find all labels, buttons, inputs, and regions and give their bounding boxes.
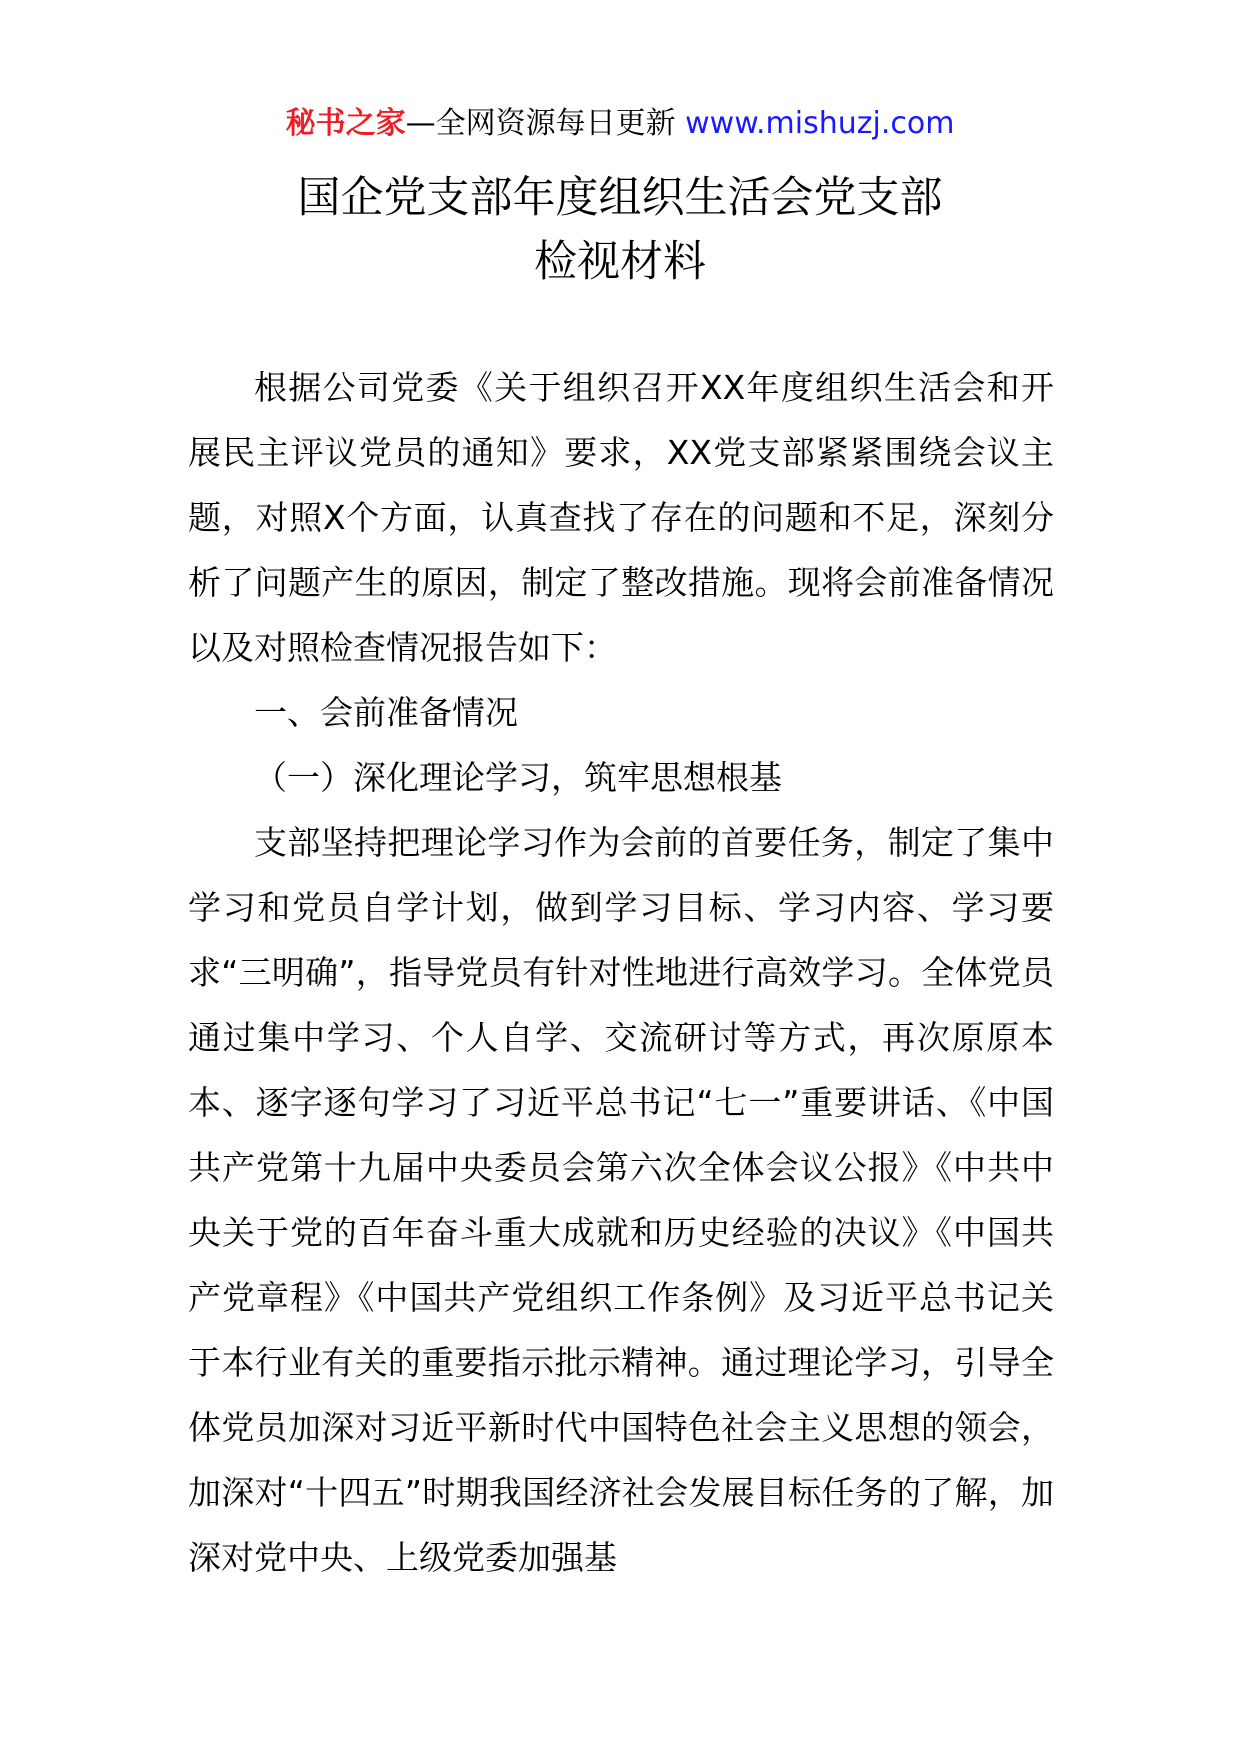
brand-name: 秘书之家 <box>285 106 406 141</box>
body-paragraph: 支部坚持把理论学习作为会前的首要任务，制定了集中学习和党员自学计划，做到学习目标、学习内容、学习要求“三明确”，指导党员有针对性地进行高效学习。全体党员通过集中学习、个人自学、交流研讨等方式，再次原原本本、逐字逐句学习了习近平总书记“七一”重要讲话、《中国共产党第十九届中央委员会第六次全体会议公报》《中共中央关于党的百年奋斗重大成就和历史经验的决议》《中国共产党章程》《中国共产党组织工作条例》及习近平总书记关于本行业有关的重要指示批示精神。通过理论学习，引导全体党员加深对习近平新时代中国特色社会主义思想的领会，加深对“十四五”时期我国经济社会发展目标任务的了解，加深对党中央、上级党委加强基 <box>188 823 1054 1577</box>
title-line-1: 国企党支部年度组织生活会党支部 <box>297 173 943 223</box>
section-heading: 一、会前准备情况 <box>254 693 518 732</box>
intro-paragraph: 根据公司党委《关于组织召开XX年度组织生活会和开展民主评议党员的通知》要求，XX党支部紧紧围绕会议主题，对照X个方面，认真查找了存在的问题和不足，深刻分析了问题产生的原因，制定了整改措施。现将会前准备情况以及对照检查情况报告如下： <box>188 368 1054 667</box>
title-line-2: 检视材料 <box>534 237 706 287</box>
document-body <box>188 355 1054 1590</box>
subsection-heading: （一）深化理论学习，筑牢思想根基 <box>254 758 782 797</box>
watermark-header <box>0 104 1240 144</box>
document-title <box>0 166 1240 294</box>
brand-slogan: —全网资源每日更新 <box>405 106 676 141</box>
brand-url[interactable]: www.mishuzj.com <box>685 106 955 141</box>
